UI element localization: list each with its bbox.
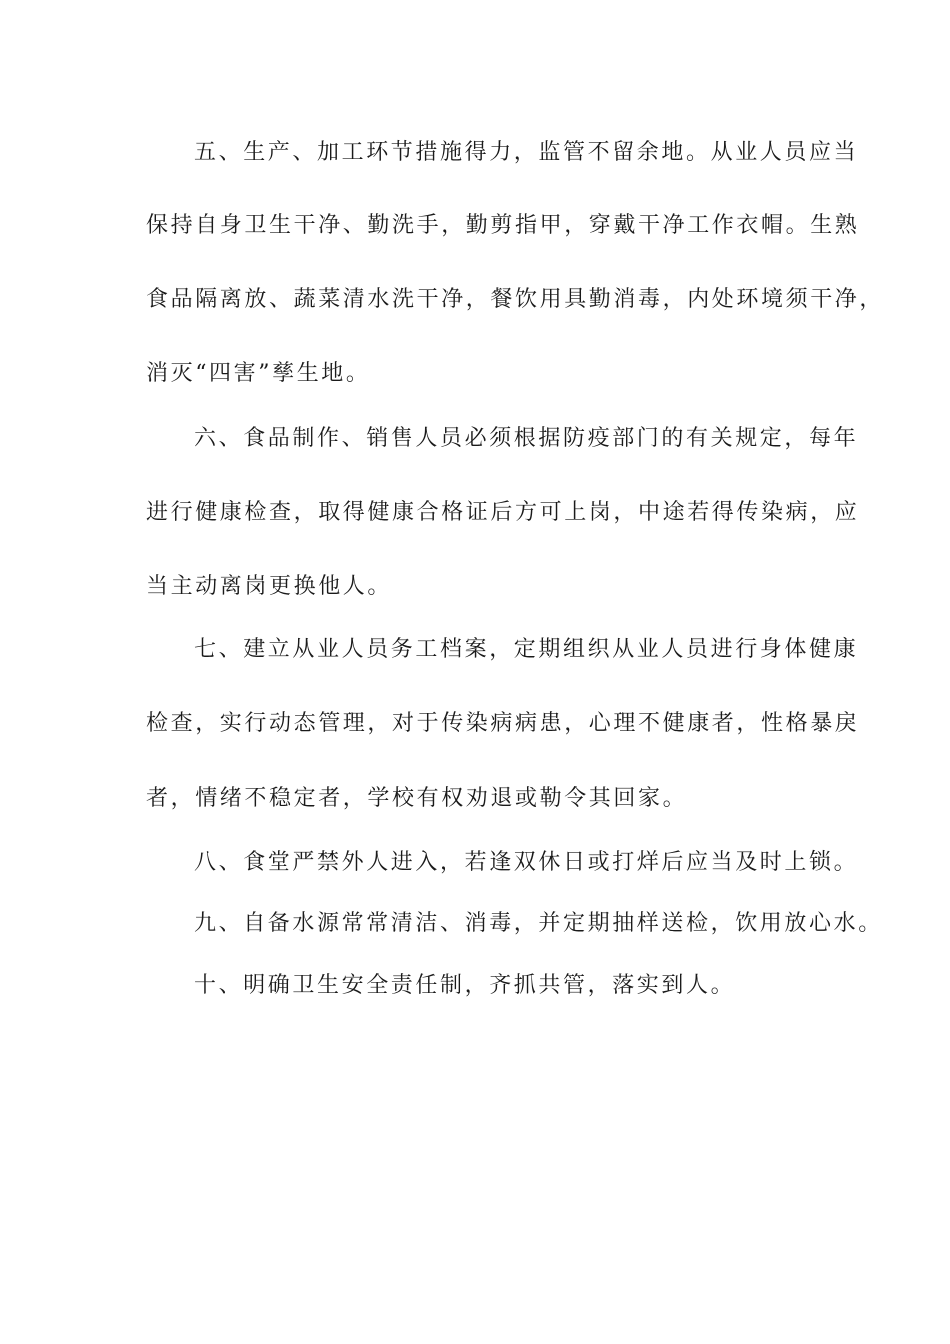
paragraph-6-line-3: 当主动离岗更换他人。 bbox=[146, 574, 393, 599]
paragraph-6-line-2: 进行健康检查，取得健康合格证后方可上岗，中途若得传染病，应 bbox=[146, 500, 860, 525]
paragraph-10-line-1: 十、明确卫生安全责任制，齐抓共管，落实到人。 bbox=[194, 973, 736, 998]
paragraph-6-line-1: 六、食品制作、销售人员必须根据防疫部门的有关规定，每年 bbox=[194, 426, 859, 451]
paragraph-7-line-2: 检查，实行动态管理，对于传染病病患，心理不健康者，性格暴戾 bbox=[146, 711, 860, 736]
paragraph-7-line-1: 七、建立从业人员务工档案，定期组织从业人员进行身体健康 bbox=[194, 637, 859, 662]
paragraph-5-line-2: 保持自身卫生干净、勤洗手，勤剪指甲，穿戴干净工作衣帽。生熟 bbox=[146, 213, 860, 238]
paragraph-5-line-4: 消灭“四害”孳生地。 bbox=[146, 361, 371, 386]
paragraph-8-line-1: 八、食堂严禁外人进入，若逢双休日或打烊后应当及时上锁。 bbox=[194, 850, 859, 875]
paragraph-7-line-3: 者，情绪不稳定者，学校有权劝退或勒令其回家。 bbox=[146, 786, 688, 811]
paragraph-9-line-1: 九、自备水源常常清洁、消毒，并定期抽样送检，饮用放心水。 bbox=[194, 911, 883, 936]
paragraph-5-line-3: 食品隔离放、蔬菜清水洗干净，餐饮用具勤消毒，内处环境须干净， bbox=[146, 287, 885, 312]
paragraph-5-line-1: 五、生产、加工环节措施得力，监管不留余地。从业人员应当 bbox=[194, 140, 859, 165]
